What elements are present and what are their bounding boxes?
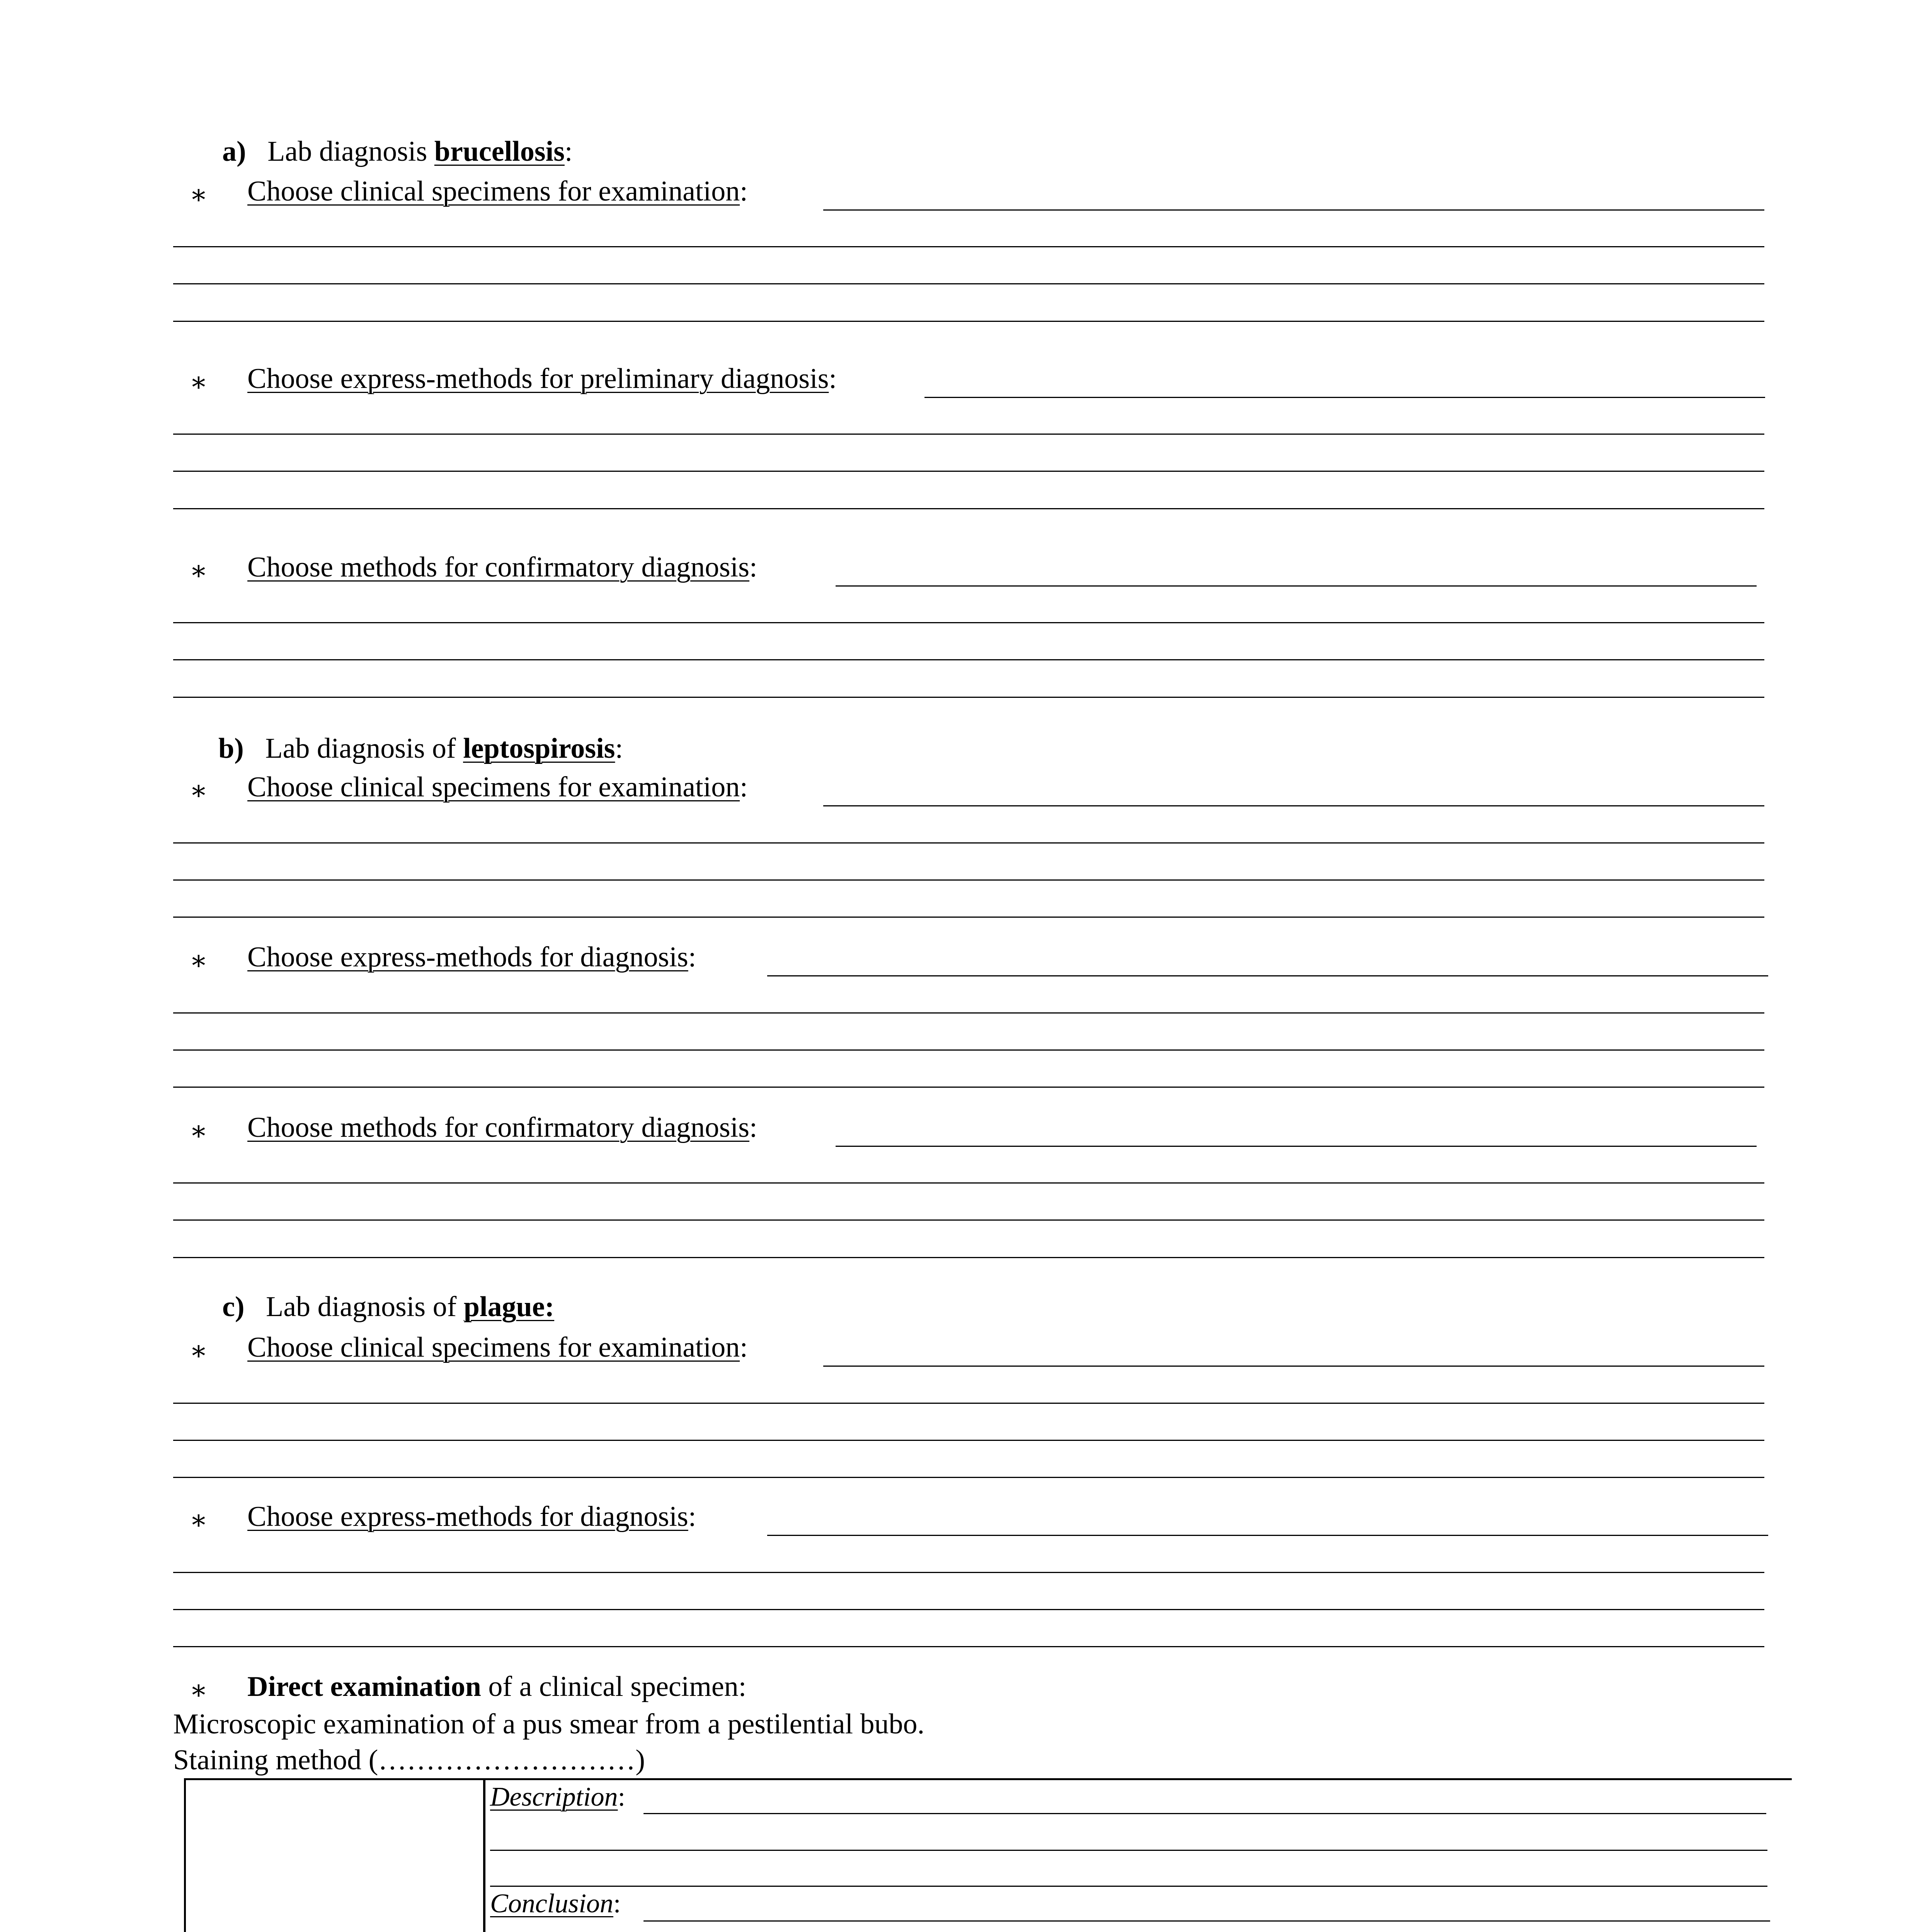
- description-label: Description:: [490, 1782, 625, 1812]
- answer-line[interactable]: [173, 283, 1764, 284]
- answer-line[interactable]: [173, 659, 1764, 660]
- answer-line[interactable]: [823, 1366, 1764, 1367]
- direct-examination-heading: Direct examination of a clinical specimen:: [247, 1671, 747, 1702]
- answer-line[interactable]: [173, 697, 1764, 698]
- answer-line[interactable]: [173, 842, 1764, 844]
- answer-line[interactable]: [173, 1049, 1764, 1051]
- answer-line[interactable]: [173, 879, 1764, 881]
- table-divider: [483, 1778, 485, 1932]
- bullet-icon: ∗: [189, 367, 208, 397]
- bullet-icon: ∗: [189, 1505, 208, 1535]
- answer-line[interactable]: [173, 434, 1764, 435]
- answer-line[interactable]: [836, 1146, 1757, 1147]
- answer-line[interactable]: [490, 1886, 1767, 1887]
- answer-line[interactable]: [173, 917, 1764, 918]
- bullet-icon: ∗: [189, 1336, 208, 1366]
- answer-line[interactable]: [490, 1850, 1767, 1851]
- answer-line[interactable]: [173, 1182, 1764, 1184]
- prompt-b-specimens: Choose clinical specimens for examination:: [247, 771, 748, 803]
- answer-line[interactable]: [173, 321, 1764, 322]
- section-b-heading: b) Lab diagnosis of leptospirosis:: [218, 733, 623, 764]
- prompt-c-specimens: Choose clinical specimens for examination:: [247, 1332, 748, 1363]
- conclusion-label: Conclusion:: [490, 1889, 621, 1918]
- answer-line[interactable]: [173, 471, 1764, 472]
- answer-line[interactable]: [823, 805, 1764, 806]
- bullet-icon: ∗: [189, 556, 208, 586]
- prompt-c-express: Choose express-methods for diagnosis:: [247, 1501, 696, 1532]
- answer-line[interactable]: [767, 1535, 1768, 1536]
- bullet-icon: ∗: [189, 776, 208, 806]
- bullet-icon: ∗: [189, 1116, 208, 1146]
- answer-line[interactable]: [644, 1813, 1766, 1814]
- prompt-a-express: Choose express-methods for preliminary diagnosis:: [247, 363, 837, 395]
- answer-line[interactable]: [173, 1403, 1764, 1404]
- answer-line[interactable]: [836, 585, 1757, 587]
- prompt-b-express: Choose express-methods for diagnosis:: [247, 941, 696, 973]
- answer-line[interactable]: [173, 1646, 1764, 1647]
- bullet-icon: ∗: [189, 946, 208, 976]
- answer-line[interactable]: [173, 1219, 1764, 1221]
- answer-line[interactable]: [173, 246, 1764, 247]
- answer-line[interactable]: [173, 1257, 1764, 1258]
- answer-line[interactable]: [173, 1087, 1764, 1088]
- section-a-heading: a) Lab diagnosis brucellosis:: [222, 136, 573, 167]
- answer-line[interactable]: [173, 622, 1764, 623]
- answer-line[interactable]: [924, 397, 1765, 398]
- smear-drawing-box[interactable]: [184, 1778, 485, 1932]
- prompt-b-confirmatory: Choose methods for confirmatory diagnosis:: [247, 1112, 758, 1143]
- answer-line[interactable]: [173, 1609, 1764, 1610]
- answer-line[interactable]: [173, 1572, 1764, 1573]
- answer-line[interactable]: [173, 1477, 1764, 1478]
- disease-brucellosis: brucellosis: [434, 136, 565, 167]
- answer-line[interactable]: [173, 1012, 1764, 1014]
- bullet-icon: ∗: [189, 1675, 208, 1705]
- answer-line[interactable]: [767, 975, 1768, 976]
- prompt-a-confirmatory: Choose methods for confirmatory diagnosis:: [247, 551, 758, 583]
- answer-line[interactable]: [644, 1920, 1770, 1922]
- section-c-heading: c) Lab diagnosis of plague:: [222, 1291, 555, 1323]
- answer-line[interactable]: [173, 1440, 1764, 1441]
- disease-plague: plague:: [463, 1291, 555, 1323]
- answer-line[interactable]: [173, 508, 1764, 509]
- bullet-icon: ∗: [189, 180, 208, 210]
- staining-method-text: Staining method (………………………): [173, 1744, 645, 1776]
- microscopic-exam-text: Microscopic examination of a pus smear from a pestilential bubo.: [173, 1708, 925, 1740]
- answer-line[interactable]: [823, 209, 1764, 211]
- prompt-a-specimens: Choose clinical specimens for examination:: [247, 175, 748, 207]
- disease-leptospirosis: leptospirosis: [463, 733, 615, 764]
